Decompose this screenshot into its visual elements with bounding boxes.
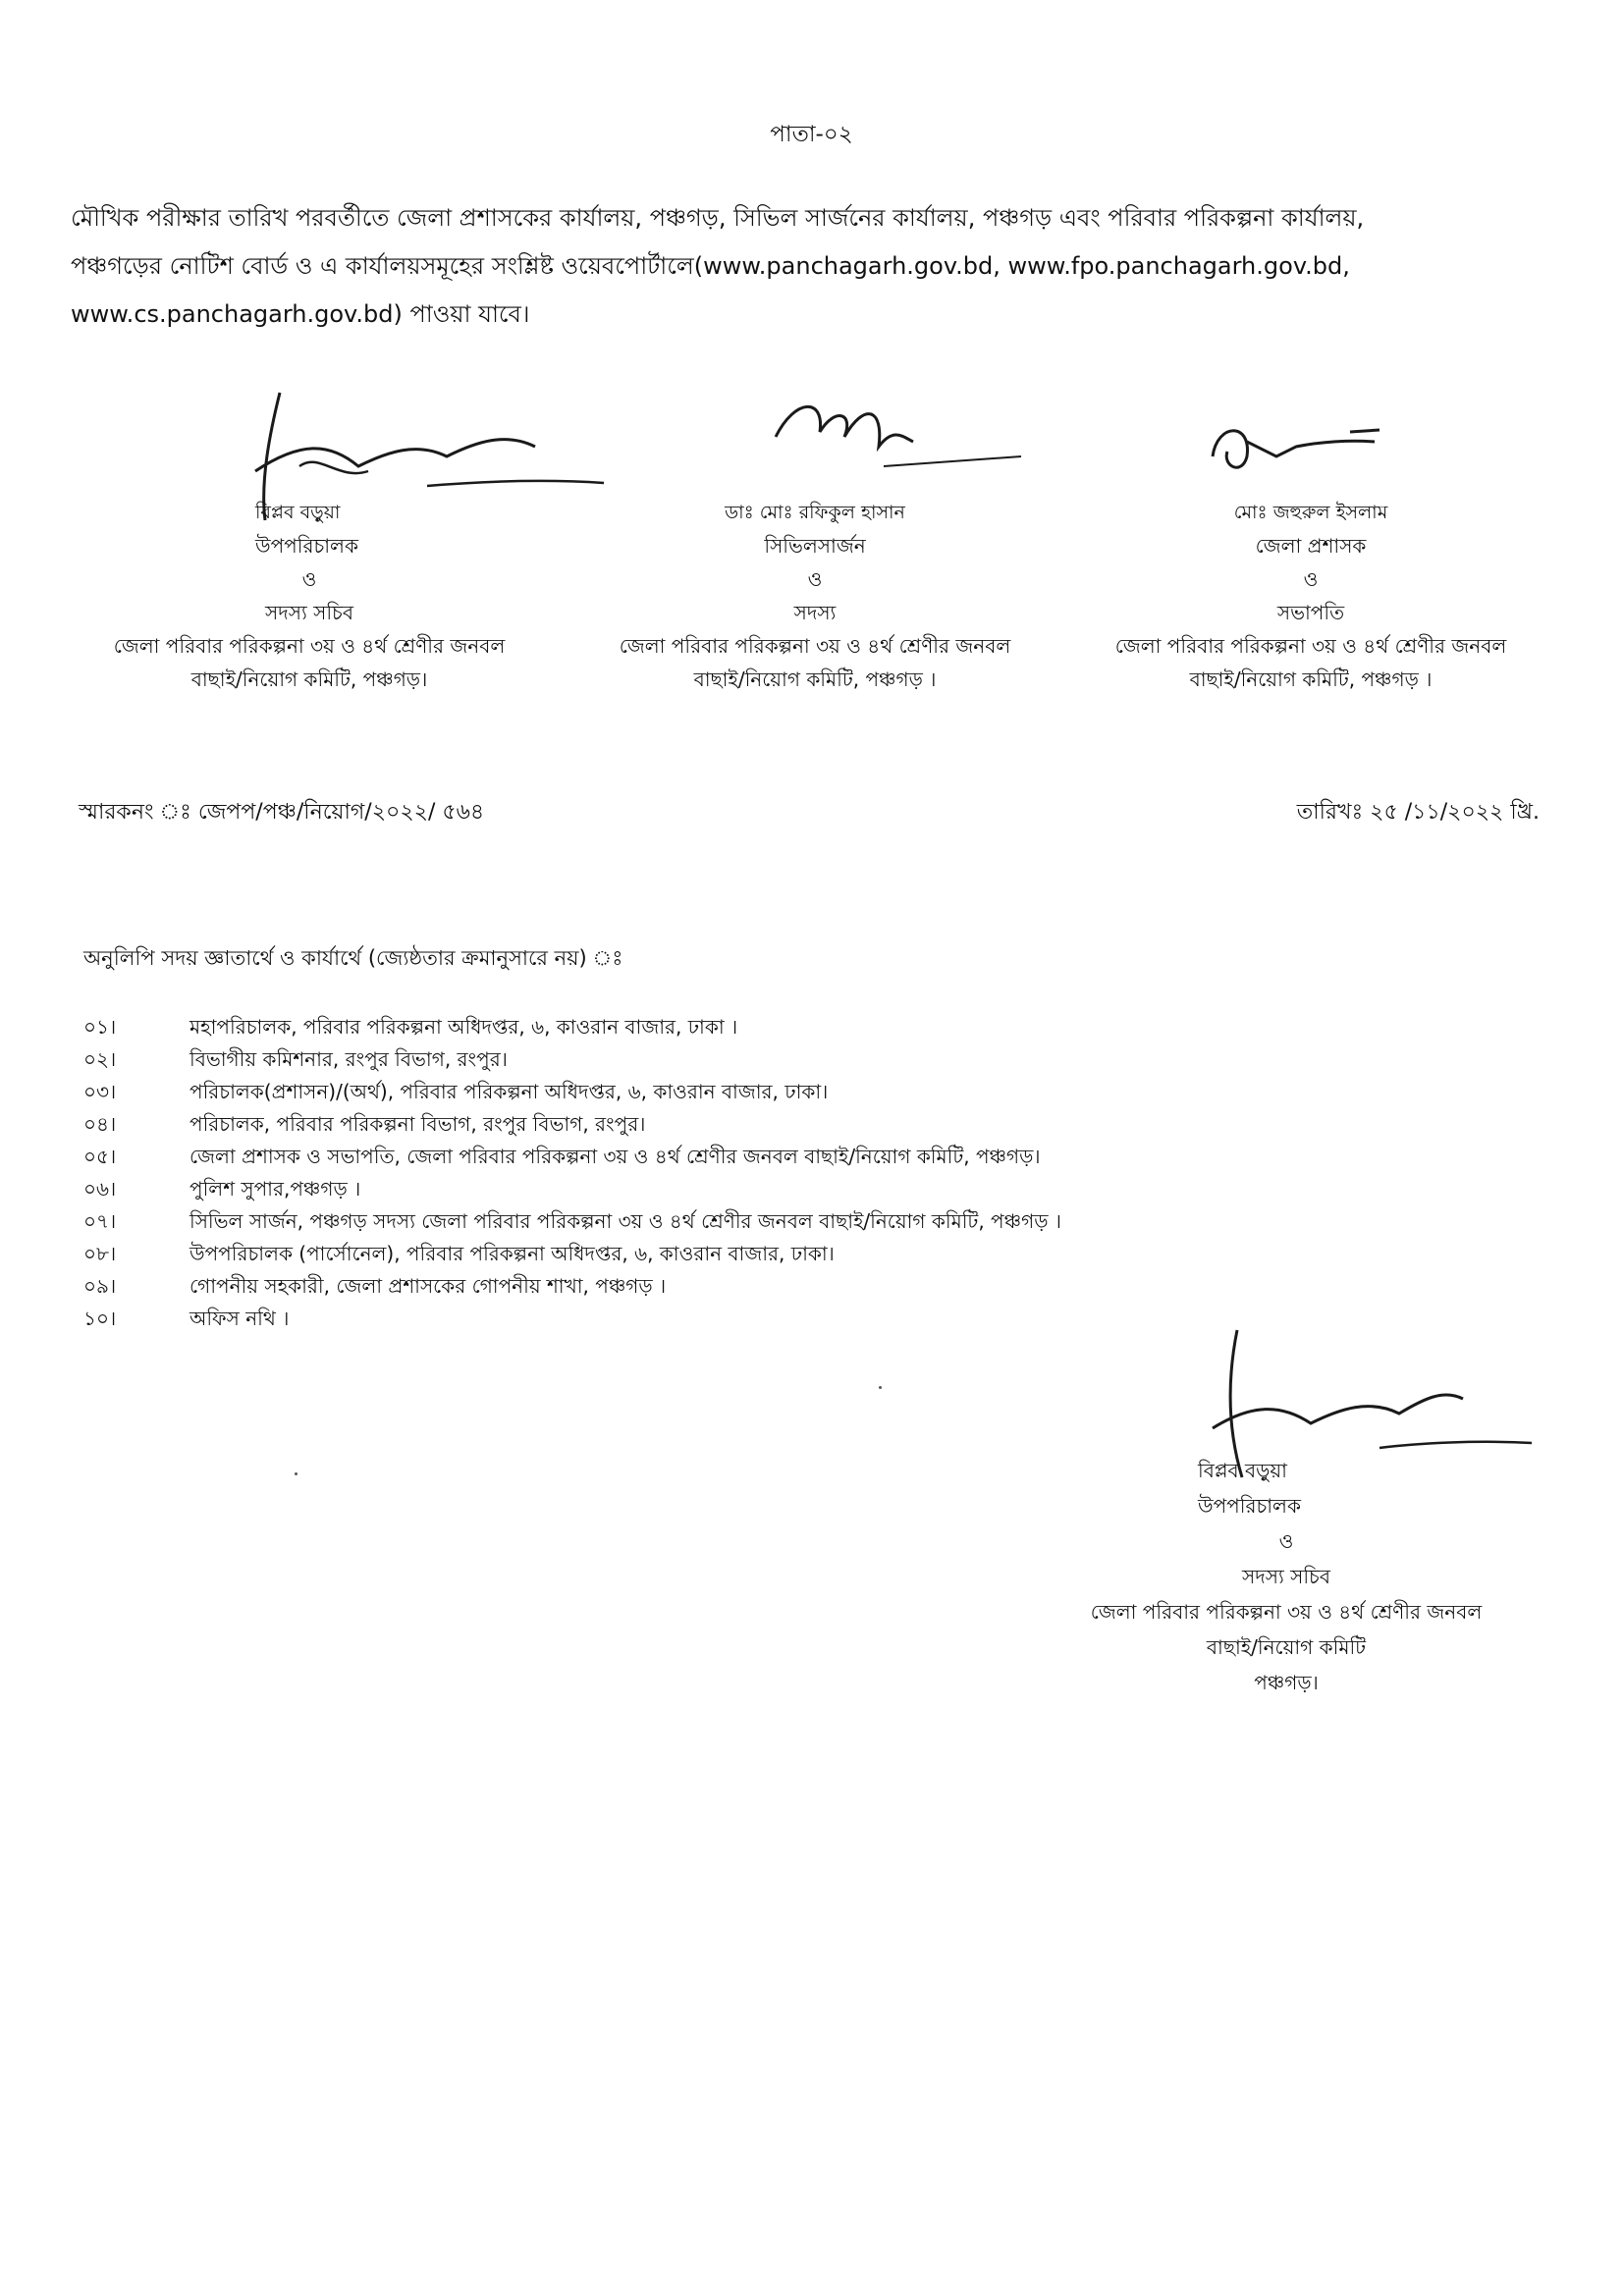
list-item: ০৮। উপপরিচালক (পার্সোনেল), পরিবার পরিকল্পনা অধিদপ্তর, ৬, কাওরান বাজার, ঢাকা। <box>83 1242 835 1265</box>
committee-line: বাছাই/নিয়োগ কমিটি, পঞ্চগড়। <box>190 667 428 691</box>
signatory-conj: ও <box>301 567 317 591</box>
page-number: পাতা-০২ <box>770 122 853 147</box>
signature-3-graphic <box>1203 412 1399 491</box>
list-item: ০২। বিভাগীয় কমিশনার, রংপুর বিভাগ, রংপুর। <box>83 1047 508 1071</box>
paragraph-line: পঞ্চগড়ের নোটিশ বোর্ড ও এ কার্যালয়সমূহের সংশ্লিষ্ট ওয়েবপোর্টালে(www.panchagarh.gov.bd, www.fpo.panchagarh.gov.bd, <box>71 252 1350 280</box>
memo-date: তারিখঃ ২৫ /১১/২০২২ খ্রি. <box>1296 800 1540 825</box>
signatory-role: সদস্য সচিব <box>265 601 353 624</box>
signatory-conj: ও <box>807 567 823 591</box>
signatory-name: মোঃ জহুরুল ইসলাম <box>1233 502 1388 523</box>
paragraph-line: মৌখিক পরীক্ষার তারিখ পরবর্তীতে জেলা প্রশাসকের কার্যালয়, পঞ্চগড়, সিভিল সার্জনের কার্যালয়, পঞ্চগড় এবং পরিবার পরিকল্পনা কার্যালয়, <box>71 204 1365 232</box>
signatory-role: সদস্য সচিব <box>1242 1565 1330 1588</box>
notice-paragraph <box>71 194 1553 339</box>
signatory-block-2 <box>560 496 1070 696</box>
list-item: ০৪। পরিচালক, পরিবার পরিকল্পনা বিভাগ, রংপুর বিভাগ, রংপুর। <box>83 1112 646 1136</box>
final-signatory-block <box>1031 1453 1542 1700</box>
list-item: ০৩। পরিচালক(প্রশাসন)/(অর্থ), পরিবার পরিকল্পনা অধিদপ্তর, ৬, কাওরান বাজার, ঢাকা। <box>83 1080 829 1103</box>
place-line: পঞ্চগড়। <box>1254 1671 1319 1694</box>
signatory-role: সভাপতি <box>1276 601 1345 624</box>
list-item: ০৯। গোপনীয় সহকারী, জেলা প্রশাসকের গোপনীয় শাখা, পঞ্চগড় । <box>83 1274 667 1298</box>
committee-line: জেলা পরিবার পরিকল্পনা ৩য় ও ৪র্থ শ্রেণীর জনবল <box>1090 1600 1483 1624</box>
signatory-conj: ও <box>1303 567 1319 591</box>
signatory-title: সিভিলসার্জন <box>764 534 866 558</box>
committee-line: জেলা পরিবার পরিকল্পনা ৩য় ও ৪র্থ শ্রেণীর জনবল <box>1114 634 1507 658</box>
committee-line: বাছাই/নিয়োগ কমিটি, পঞ্চগড় । <box>693 667 937 691</box>
signatory-title: উপপরিচালক <box>255 534 358 558</box>
signature-2-graphic <box>766 388 1060 506</box>
memo-number: স্মারকনং ঃ জেপপ/পঞ্চ/নিয়োগ/২০২২/ ৫৬৪ <box>79 800 485 825</box>
list-item: ০৫। জেলা প্রশাসক ও সভাপতি, জেলা পরিবার পরিকল্পনা ৩য় ও ৪র্থ শ্রেণীর জনবল বাছাই/নিয়োগ কমিটি, পঞ্চগড়। <box>83 1145 1041 1168</box>
committee-line: বাছাই/নিয়োগ কমিটি <box>1206 1635 1367 1659</box>
signatory-title: উপপরিচালক <box>1198 1494 1301 1518</box>
signatory-name: ডাঃ মোঃ রফিকুল হাসান <box>725 502 905 523</box>
signatory-name: বিপ্লব বড়ুয়া <box>255 502 341 523</box>
copies-heading: অনুলিপি সদয় জ্ঞাতার্থে ও কার্যার্থে (জ্যেষ্ঠতার ক্রমানুসারে নয়) ঃ <box>83 946 623 970</box>
signatory-conj: ও <box>1278 1529 1294 1553</box>
list-item: ০৬। পুলিশ সুপার,পঞ্চগড় । <box>83 1177 361 1201</box>
signatory-block-3 <box>1055 496 1566 696</box>
signatory-name: বিপ্লব বড়ুয়া <box>1198 1459 1287 1482</box>
paragraph-line: www.cs.panchagarh.gov.bd) পাওয়া যাবে। <box>71 300 530 328</box>
list-item: ০৭। সিভিল সার্জন, পঞ্চগড় সদস্য জেলা পরিবার পরিকল্পনা ৩য় ও ৪র্থ শ্রেণীর জনবল বাছাই/নিয়োগ কমিটি, পঞ্চগড় । <box>83 1209 1061 1233</box>
stray-mark <box>295 1472 298 1475</box>
signatory-role: সদস্য <box>793 601 837 624</box>
signatory-block-1 <box>54 496 565 696</box>
copies-list <box>83 1011 1262 1335</box>
committee-line: জেলা পরিবার পরিকল্পনা ৩য় ও ৪র্থ শ্রেণীর জনবল <box>113 634 506 658</box>
committee-line: বাছাই/নিয়োগ কমিটি, পঞ্চগড় । <box>1189 667 1433 691</box>
signatory-title: জেলা প্রশাসক <box>1255 534 1367 558</box>
stray-mark <box>879 1386 882 1389</box>
committee-line: জেলা পরিবার পরিকল্পনা ৩য় ও ৪র্থ শ্রেণীর জনবল <box>619 634 1011 658</box>
list-item: ০১। মহাপরিচালক, পরিবার পরিকল্পনা অধিদপ্তর, ৬, কাওরান বাজার, ঢাকা । <box>83 1015 738 1039</box>
list-item: ১০। অফিস নথি । <box>83 1307 290 1330</box>
